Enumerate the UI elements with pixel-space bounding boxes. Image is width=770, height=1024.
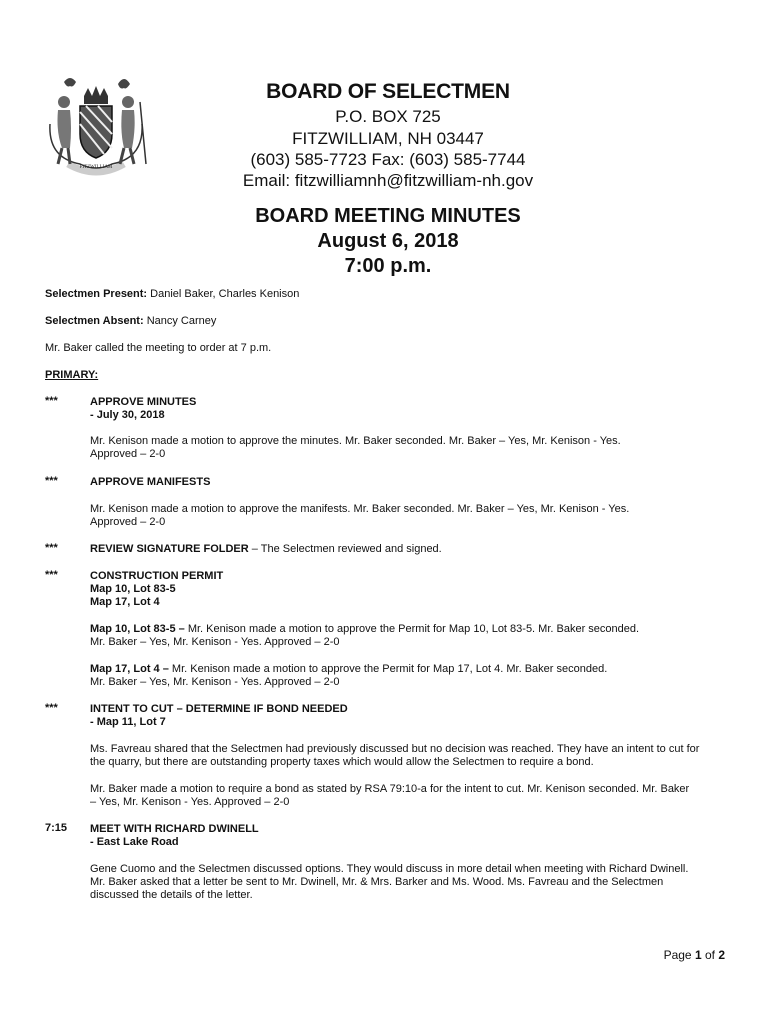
present-label: Selectmen Present:	[45, 288, 148, 300]
email-address: Email: fitzwilliamnh@fitzwilliam-nh.gov	[242, 171, 534, 190]
item-paragraph: Mr. Kenison made a motion to approve the manifests. Mr. Baker seconded. Mr. Baker – Yes, Mr. Kenison - Yes.	[90, 503, 630, 515]
item-paragraph: Mr. Baker asked that a letter be sent to Mr. Dwinell, Mr. & Mrs. Barker and Ms. Wood. Ms. Favreau and the Selectmen	[90, 876, 664, 888]
item-paragraph: Mr. Baker – Yes, Mr. Kenison - Yes. Approved – 2-0	[90, 636, 340, 648]
item-subtitle: - Map 11, Lot 7	[90, 716, 166, 728]
selectmen-absent	[45, 314, 216, 328]
item-paragraph: Mr. Kenison made a motion to approve the minutes. Mr. Baker seconded. Mr. Baker – Yes, Mr. Kenison - Yes.	[90, 435, 621, 447]
item-marker: ***	[45, 475, 58, 487]
page-word: Page	[663, 948, 695, 962]
page-number	[664, 948, 725, 962]
item-marker: ***	[45, 702, 58, 714]
paragraph-lead: Map 10, Lot 83-5 –	[90, 623, 185, 635]
selectmen-present	[45, 287, 299, 301]
item-title: CONSTRUCTION PERMIT	[90, 570, 224, 582]
item-subtitle: Map 10, Lot 83-5	[90, 583, 176, 595]
item-paragraph: – Yes, Mr. Kenison - Yes. Approved – 2-0	[90, 796, 290, 808]
absent-label: Selectmen Absent:	[45, 315, 144, 327]
item-marker: ***	[45, 569, 58, 581]
address-po-box: P.O. BOX 725	[335, 107, 441, 126]
org-title: BOARD OF SELECTMEN	[266, 80, 510, 103]
item-paragraph	[90, 662, 730, 676]
paragraph-text: Mr. Kenison made a motion to approve the Permit for Map 10, Lot 83-5. Mr. Baker seconded.	[184, 623, 640, 635]
item-title: APPROVE MINUTES	[90, 396, 197, 408]
svg-text:FITZWILLIAM: FITZWILLIAM	[79, 165, 113, 170]
item-title: MEET WITH RICHARD DWINELL	[90, 823, 259, 835]
item-paragraph: the quarry, but there are outstanding property taxes which would allow the Selectmen to require a bond.	[90, 756, 594, 768]
address-city: FITZWILLIAM, NH 03447	[292, 129, 484, 148]
item-paragraph: Mr. Baker made a motion to require a bond as stated by RSA 79:10-a for the intent to cut. Mr. Kenison seconded. Mr. Baker	[90, 783, 690, 795]
section-title: PRIMARY:	[45, 369, 99, 381]
item-subtitle: Map 17, Lot 4	[90, 596, 160, 608]
meeting-date: August 6, 2018	[317, 230, 459, 252]
item-paragraph: Approved – 2-0	[90, 448, 166, 460]
item-time-marker: 7:15	[45, 822, 68, 834]
paragraph-lead: Map 17, Lot 4 –	[90, 663, 169, 675]
item-paragraph: Gene Cuomo and the Selectmen discussed options. They would discuss in more detail when meeting with Richard Dwinell.	[90, 863, 689, 875]
item-title: INTENT TO CUT – DETERMINE IF BOND NEEDED	[90, 703, 348, 715]
paragraph-text: Mr. Kenison made a motion to approve the Permit for Map 17, Lot 4. Mr. Baker seconded.	[168, 663, 608, 675]
item-subtitle: - East Lake Road	[90, 836, 179, 848]
item-paragraph	[90, 622, 730, 636]
item-text: – The Selectmen reviewed and signed.	[248, 543, 442, 555]
item-title: APPROVE MANIFESTS	[90, 476, 211, 488]
item-line	[90, 542, 730, 556]
item-marker: ***	[45, 542, 58, 554]
call-to-order: Mr. Baker called the meeting to order at 7 p.m.	[45, 342, 272, 354]
item-subtitle: - July 30, 2018	[90, 409, 165, 421]
item-paragraph: Mr. Baker – Yes, Mr. Kenison - Yes. Approved – 2-0	[90, 676, 340, 688]
of-word: of	[701, 948, 719, 962]
absent-names: Nancy Carney	[146, 315, 217, 327]
document-title: BOARD MEETING MINUTES	[255, 205, 521, 227]
item-paragraph: discussed the details of the letter.	[90, 889, 253, 901]
present-names: Daniel Baker, Charles Kenison	[150, 288, 300, 300]
item-marker: ***	[45, 395, 58, 407]
total-pages: 2	[718, 948, 725, 962]
phone-fax: (603) 585-7723 Fax: (603) 585-7744	[250, 150, 526, 169]
current-page: 1	[694, 948, 702, 962]
item-paragraph: Ms. Favreau shared that the Selectmen had previously discussed but no decision was reached. They have an intent to cut for	[90, 743, 700, 755]
town-seal	[40, 72, 152, 184]
meeting-time: 7:00 p.m.	[344, 255, 432, 277]
item-paragraph: Approved – 2-0	[90, 516, 166, 528]
item-title: REVIEW SIGNATURE FOLDER	[90, 543, 249, 555]
